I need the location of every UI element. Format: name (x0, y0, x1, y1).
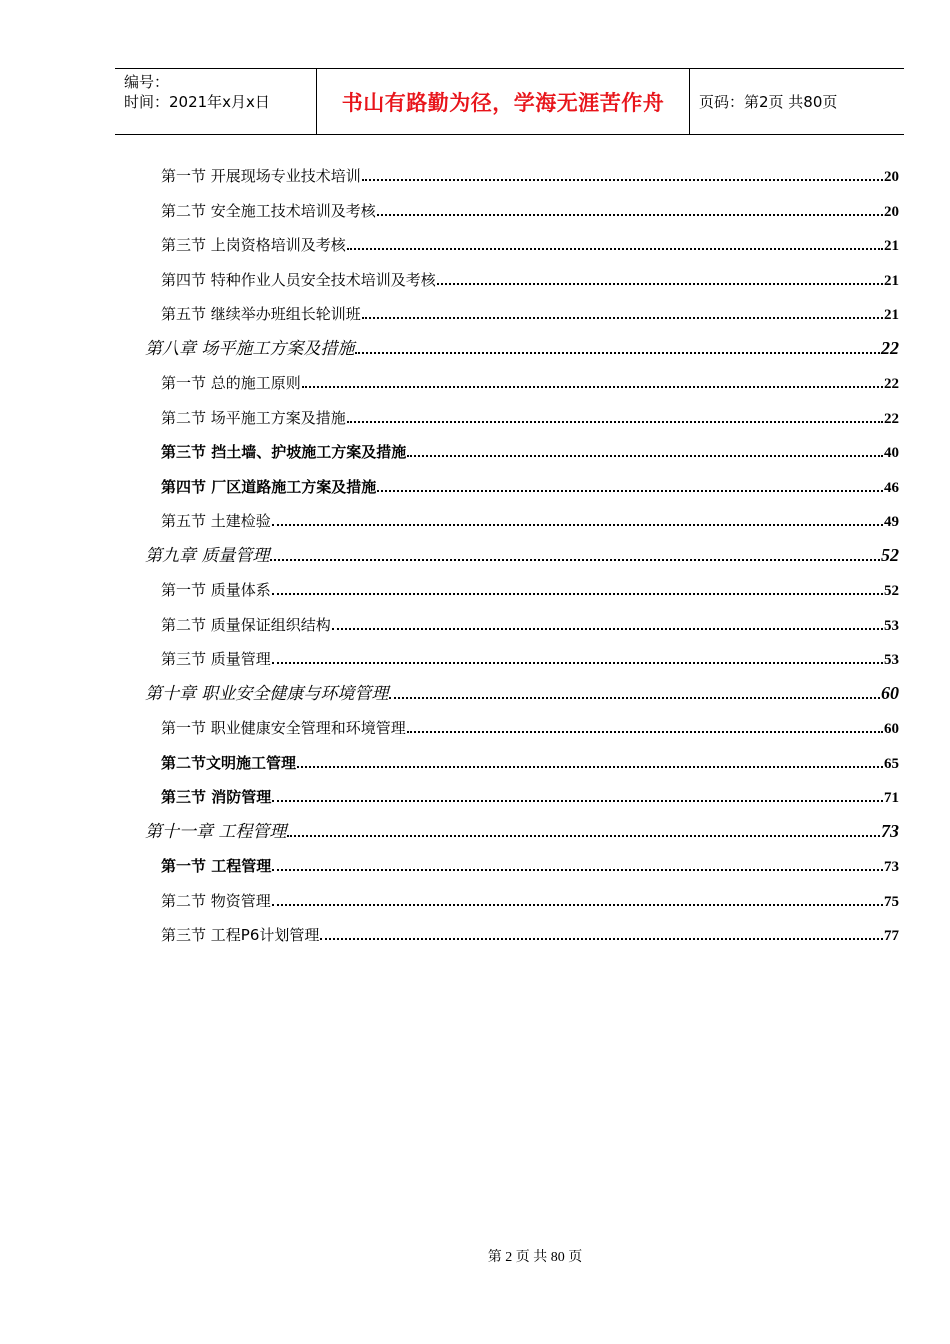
toc-entry-page: 75 (884, 893, 899, 910)
toc-entry-page: 52 (884, 583, 899, 599)
toc-section-entry[interactable] (161, 714, 899, 738)
toc-entry-title: 第二节文明施工管理 (161, 753, 297, 772)
toc-entry-page: 46 (884, 479, 899, 496)
toc-entry-page: 60 (881, 682, 899, 703)
toc-entry-page: 21 (884, 272, 899, 289)
toc-dot-leader (270, 559, 880, 561)
toc-dot-leader (272, 593, 883, 595)
toc-section-entry[interactable] (161, 852, 899, 876)
toc-dot-leader (272, 904, 883, 906)
toc-entry-page: 20 (884, 169, 899, 185)
toc-entry-title: 第一节 开展现场专业技术培训 (161, 167, 361, 185)
header-meta (115, 69, 316, 134)
toc-entry-title: 第三节 质量管理 (161, 650, 271, 668)
toc-section-entry[interactable] (161, 507, 899, 531)
toc-section-entry[interactable] (161, 369, 899, 393)
page-footer: 第 2 页 共 80 页 (487, 1250, 583, 1265)
toc-chapter-entry[interactable] (145, 542, 899, 566)
toc-entry-title: 第一节 职业健康安全管理和环境管理 (161, 719, 406, 737)
toc-dot-leader (407, 731, 883, 733)
toc-entry-title: 第九章 质量管理 (145, 545, 270, 566)
toc-entry-page: 21 (884, 238, 899, 254)
toc-dot-leader (272, 869, 883, 871)
toc-entry-title: 第一节 工程管理 (161, 857, 272, 875)
toc-entry-title: 第五节 继续举办班组长轮训班 (161, 305, 361, 323)
toc-dot-leader (377, 490, 883, 492)
toc-section-entry[interactable] (161, 783, 899, 807)
toc-dot-leader (297, 766, 883, 768)
toc-section-entry[interactable] (161, 611, 899, 635)
toc-section-entry[interactable] (161, 300, 899, 324)
toc-entry-title: 第四节 厂区道路施工方案及措施 (161, 477, 377, 496)
toc-chapter-entry[interactable] (145, 818, 899, 842)
toc-entry-title: 第十一章 工程管理 (145, 821, 287, 842)
toc-entry-title: 第二节 场平施工方案及措施 (161, 408, 346, 427)
toc-entry-title: 第八章 场平施工方案及措施 (145, 338, 355, 359)
toc-section-entry[interactable] (161, 921, 899, 945)
toc-entry-title: 第十章 职业安全健康与环境管理 (145, 683, 389, 704)
toc-section-entry[interactable] (161, 473, 899, 497)
toc-entry-title: 第二节 安全施工技术培训及考核 (161, 201, 376, 220)
toc-entry-title: 第三节 消防管理 (161, 788, 272, 806)
toc-entry-page: 53 (884, 652, 899, 668)
toc-dot-leader (332, 628, 883, 630)
toc-dot-leader (320, 938, 883, 940)
header-motto: 书山有路勤为径，学海无涯苦作舟 (316, 69, 690, 134)
toc-section-entry[interactable] (161, 231, 899, 255)
toc-entry-page: 22 (884, 410, 899, 427)
toc-dot-leader (389, 697, 880, 699)
toc-entry-page: 22 (884, 376, 899, 392)
toc-chapter-entry[interactable] (145, 680, 899, 704)
toc-dot-leader (302, 386, 883, 388)
toc-dot-leader (272, 800, 883, 802)
toc-section-entry[interactable] (161, 162, 899, 186)
document-time: 时间：2021年x月x日 (124, 93, 270, 111)
toc-section-entry[interactable] (161, 576, 899, 600)
toc-entry-title: 第三节 上岗资格培训及考核 (161, 236, 346, 254)
toc-entry-page: 73 (881, 820, 899, 841)
toc-entry-title: 第三节 工程P6计划管理 (161, 926, 320, 944)
toc-entry-title: 第三节 挡土墙、护坡施工方案及措施 (161, 443, 407, 461)
toc-section-entry[interactable] (161, 887, 899, 911)
toc-dot-leader (362, 179, 883, 181)
toc-entry-title: 第四节 特种作业人员安全技术培训及考核 (161, 270, 436, 289)
toc-entry-page: 49 (884, 514, 899, 530)
toc-section-entry[interactable] (161, 404, 899, 428)
toc-section-entry[interactable] (161, 197, 899, 221)
toc-dot-leader (347, 248, 883, 250)
toc-entry-page: 21 (884, 307, 899, 323)
page-header (115, 68, 904, 135)
toc-section-entry[interactable] (161, 645, 899, 669)
toc-dot-leader (355, 352, 880, 354)
toc-dot-leader (407, 455, 883, 457)
document-number-label: 编号： (124, 73, 170, 91)
toc-chapter-entry[interactable] (145, 335, 899, 359)
toc-dot-leader (272, 662, 883, 664)
toc-entry-title: 第二节 质量保证组织结构 (161, 615, 331, 634)
toc-dot-leader (347, 421, 883, 423)
toc-dot-leader (362, 317, 883, 319)
toc-section-entry[interactable] (161, 749, 899, 773)
toc-entry-page: 77 (884, 928, 899, 944)
toc-dot-leader (437, 283, 883, 285)
header-page-info: 页码：第2页 共80页 (699, 93, 838, 111)
toc-entry-title: 第二节 物资管理 (161, 891, 271, 910)
toc-dot-leader (272, 524, 883, 526)
toc-entry-page: 71 (884, 790, 899, 806)
toc-section-entry[interactable] (161, 266, 899, 290)
toc-dot-leader (287, 835, 880, 837)
toc-entry-title: 第一节 总的施工原则 (161, 374, 301, 392)
toc-entry-title: 第一节 质量体系 (161, 581, 271, 599)
toc-entry-page: 22 (881, 337, 899, 358)
toc-entry-title: 第五节 土建检验 (161, 512, 271, 530)
toc-entry-page: 53 (884, 617, 899, 634)
toc-entry-page: 65 (884, 755, 899, 772)
toc-entry-page: 40 (884, 445, 899, 461)
toc-section-entry[interactable] (161, 438, 899, 462)
toc-dot-leader (377, 214, 883, 216)
toc-entry-page: 20 (884, 203, 899, 220)
toc-entry-page: 60 (884, 721, 899, 737)
toc-entry-page: 52 (881, 544, 899, 565)
toc-entry-page: 73 (884, 859, 899, 875)
